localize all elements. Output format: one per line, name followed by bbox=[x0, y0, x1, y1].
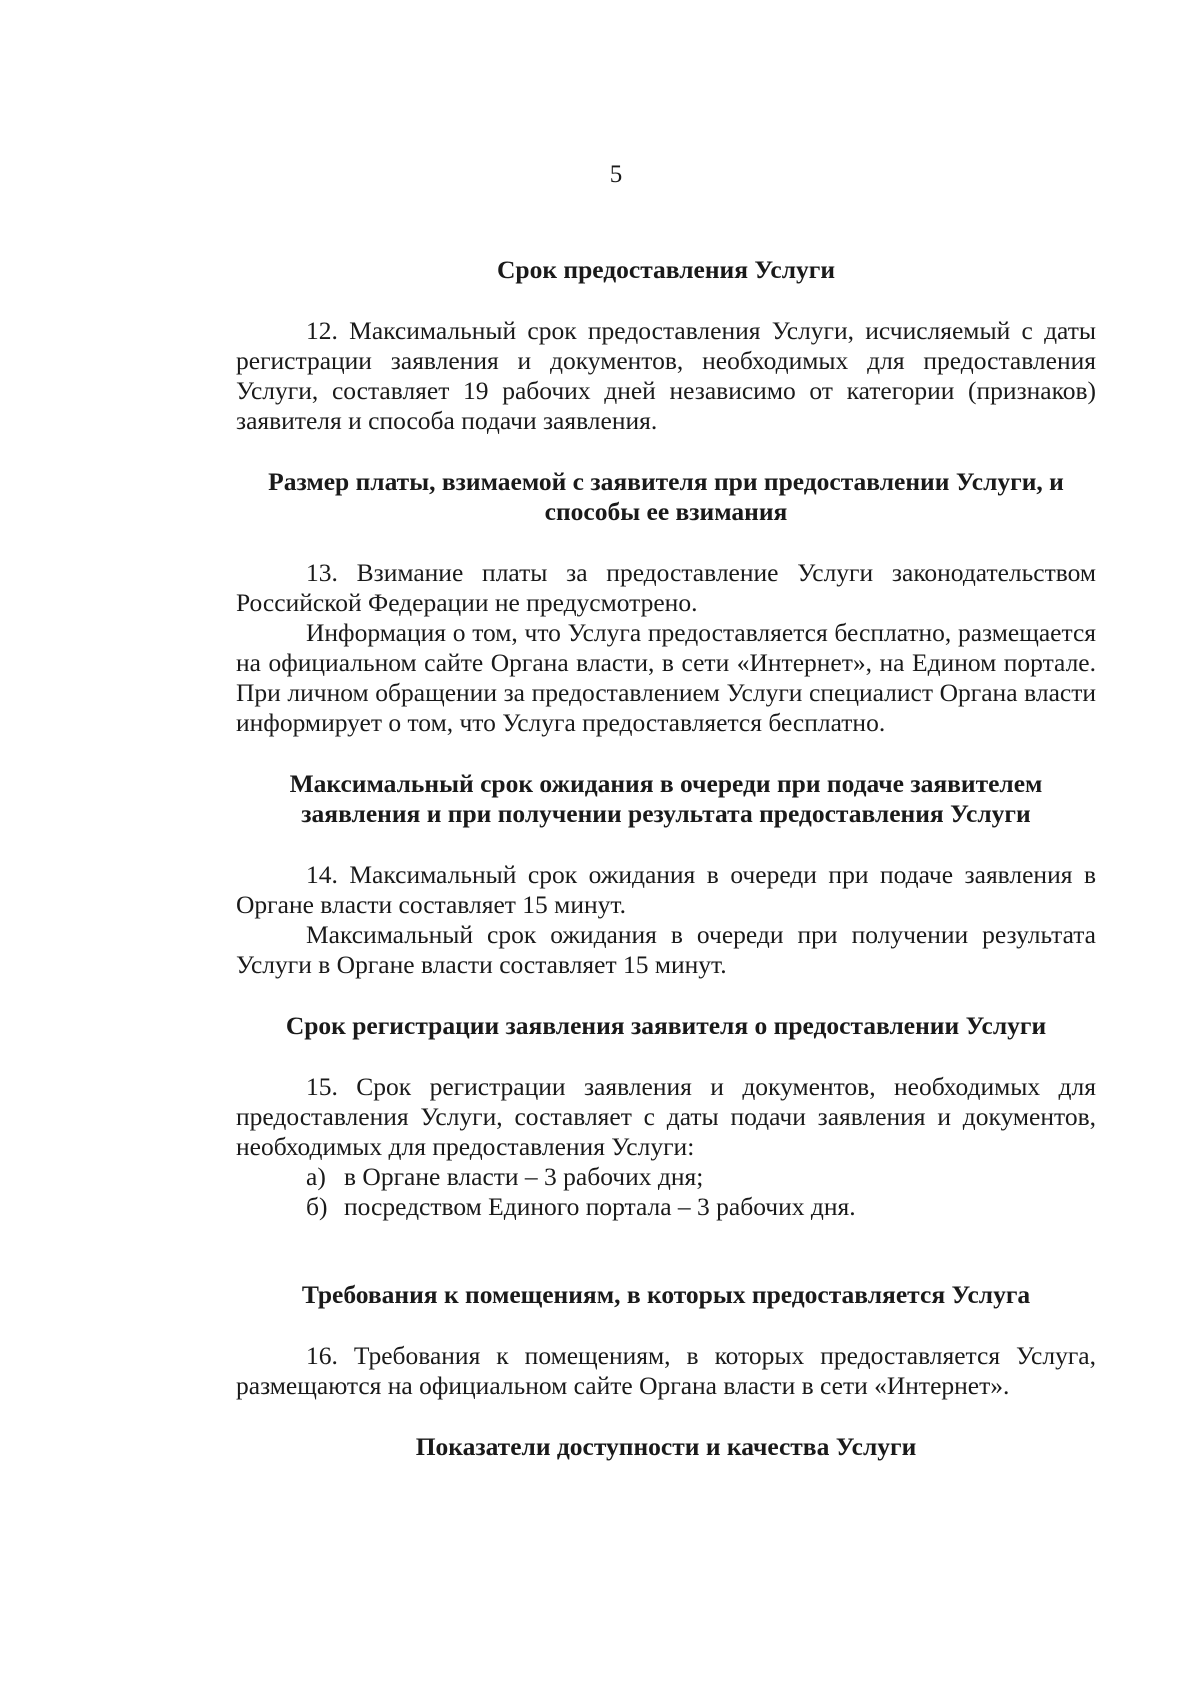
paragraph-15: 15. Срок регистрации заявления и документов, необходимых для предоставления Услуги, составляет с даты подачи заявления и документов, необходимых для предоставления Услуги: bbox=[236, 1072, 1096, 1161]
page-number: 5 bbox=[609, 161, 623, 188]
section-heading-term: Срок предоставления Услуги bbox=[496, 255, 836, 284]
section-heading-fee: Размер платы, взимаемой с заявителя при предоставлении Услуги, и способы ее взимания bbox=[268, 467, 1064, 526]
paragraph-14-result: Максимальный срок ожидания в очереди при получении результата Услуги в Органе власти составляет 15 минут. bbox=[236, 920, 1096, 979]
section-heading-queue: Максимальный срок ожидания в очереди при подаче заявителем заявления и при получении результата предоставления Услуги bbox=[289, 769, 1043, 828]
paragraph-13: 13. Взимание платы за предоставление Услуги законодательством Российской Федерации не предусмотрено. bbox=[236, 558, 1096, 617]
paragraph-12: 12. Максимальный срок предоставления Услуги, исчисляемый с даты регистрации заявления и документов, необходимых для предоставления Услуги, составляет 19 рабочих дней независимо от категории (признаков) заявителя и способа подачи заявления. bbox=[236, 316, 1096, 435]
list-item-text: посредством Единого портала – 3 рабочих дня. bbox=[344, 1192, 856, 1221]
list-item-text: в Органе власти – 3 рабочих дня; bbox=[344, 1162, 704, 1191]
list-item bbox=[236, 1162, 1096, 1192]
list-marker: б) bbox=[306, 1192, 328, 1221]
section-heading-quality: Показатели доступности и качества Услуги bbox=[415, 1432, 917, 1461]
paragraph-13-info: Информация о том, что Услуга предоставляется бесплатно, размещается на официальном сайте Органа власти, в сети «Интернет», на Едином портале. При личном обращении за предоставлением Услуги специалист Органа власти информирует о том, что Услуга предоставляется бесплатно. bbox=[236, 618, 1096, 737]
document-body bbox=[236, 255, 1096, 1462]
paragraph-14: 14. Максимальный срок ожидания в очереди при подаче заявления в Органе власти составляет 15 минут. bbox=[236, 860, 1096, 919]
list-marker: а) bbox=[306, 1162, 326, 1191]
section-heading-premises: Требования к помещениям, в которых предоставляется Услуга bbox=[301, 1280, 1031, 1309]
section-heading-registration: Срок регистрации заявления заявителя о предоставлении Услуги bbox=[285, 1011, 1047, 1040]
paragraph-16: 16. Требования к помещениям, в которых предоставляется Услуга, размещаются на официальном сайте Органа власти в сети «Интернет». bbox=[236, 1341, 1096, 1400]
list-item bbox=[236, 1192, 1096, 1222]
